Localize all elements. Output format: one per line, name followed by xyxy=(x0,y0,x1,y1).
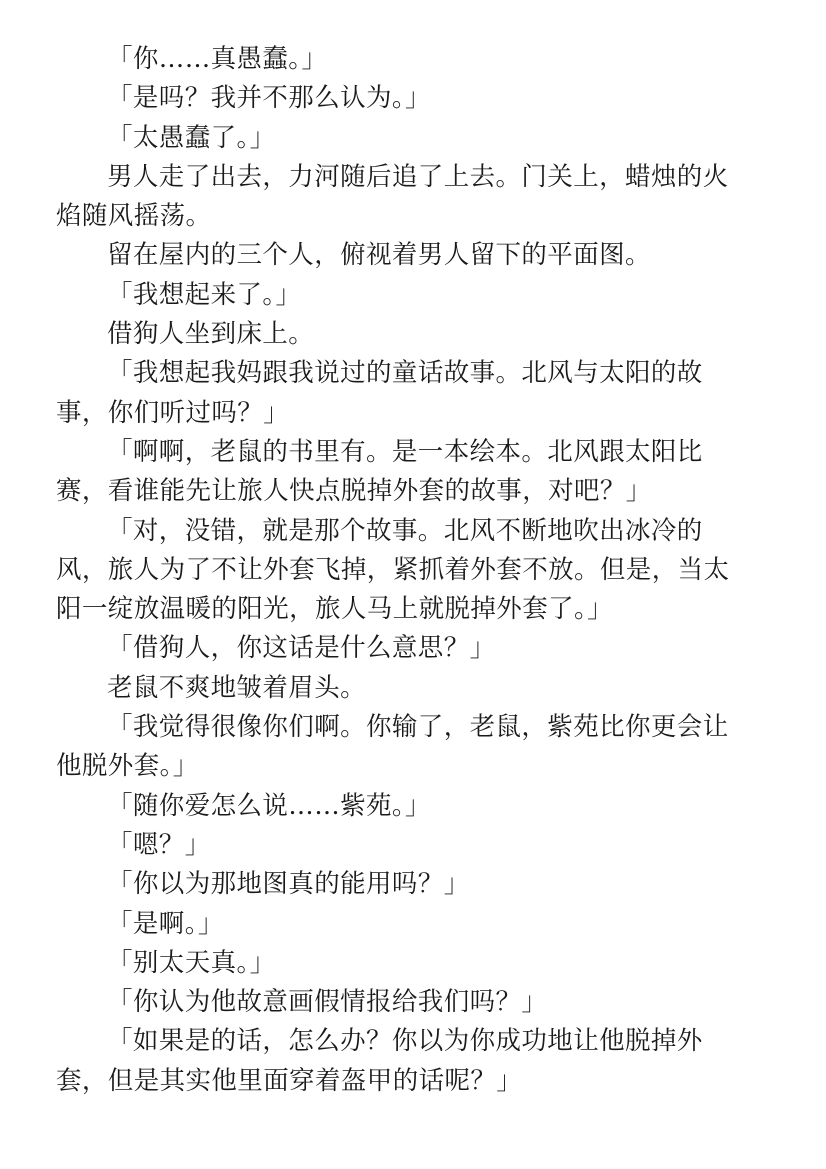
paragraph-1: 「你……真愚蠢。」 xyxy=(107,44,328,74)
paragraph-2: 「是吗？我并不那么认为。」 xyxy=(107,83,431,114)
paragraph-3: 「太愚蠢了。」 xyxy=(107,122,276,153)
paragraph-20: 「如果是的话，怎么办？你以为你成功地让他脱掉外套，但是其实他里面穿着盔甲的话呢？」 xyxy=(56,1026,703,1096)
paragraph-13: 「我觉得很像你们啊。你输了，老鼠，紫苑比你更会让他脱外套。」 xyxy=(56,712,729,782)
paragraph-18: 「别太天真。」 xyxy=(107,947,276,978)
paragraph-4: 男人走了出去，力河随后追了上去。门关上，蜡烛的火焰随风摇荡。 xyxy=(56,161,729,232)
text-body xyxy=(56,40,750,1101)
paragraph-9: 「啊啊，老鼠的书里有。是一本绘本。北风跟太阳比赛，看谁能先让旅人快点脱掉外套的故事，对吧？」 xyxy=(56,436,703,507)
paragraph-7: 借狗人坐到床上。 xyxy=(107,319,315,350)
paragraph-8: 「我想起我妈跟我说过的童话故事。北风与太阳的故事，你们听过吗？」 xyxy=(56,358,703,428)
paragraph-17: 「是啊。」 xyxy=(107,908,224,939)
paragraph-10: 「对，没错，就是那个故事。北风不断地吹出冰冷的风，旅人为了不让外套飞掉，紧抓着外套不放。但是，当太阳一绽放温暖的阳光，旅人马上就脱掉外套了。」 xyxy=(56,515,730,625)
paragraph-5: 留在屋内的三个人，俯视着男人留下的平面图。 xyxy=(107,240,651,271)
paragraph-15: 「嗯？」 xyxy=(107,829,211,860)
paragraph-6: 「我想起来了。」 xyxy=(107,279,302,310)
paragraph-12: 老鼠不爽地皱着眉头。 xyxy=(107,672,367,703)
paragraph-14: 「随你爱怎么说……紫苑。」 xyxy=(107,790,431,821)
paragraph-11: 「借狗人，你这话是什么意思？」 xyxy=(107,633,496,664)
paragraph-16: 「你以为那地图真的能用吗？」 xyxy=(107,869,470,900)
paragraph-19: 「你认为他故意画假情报给我们吗？」 xyxy=(107,987,548,1018)
